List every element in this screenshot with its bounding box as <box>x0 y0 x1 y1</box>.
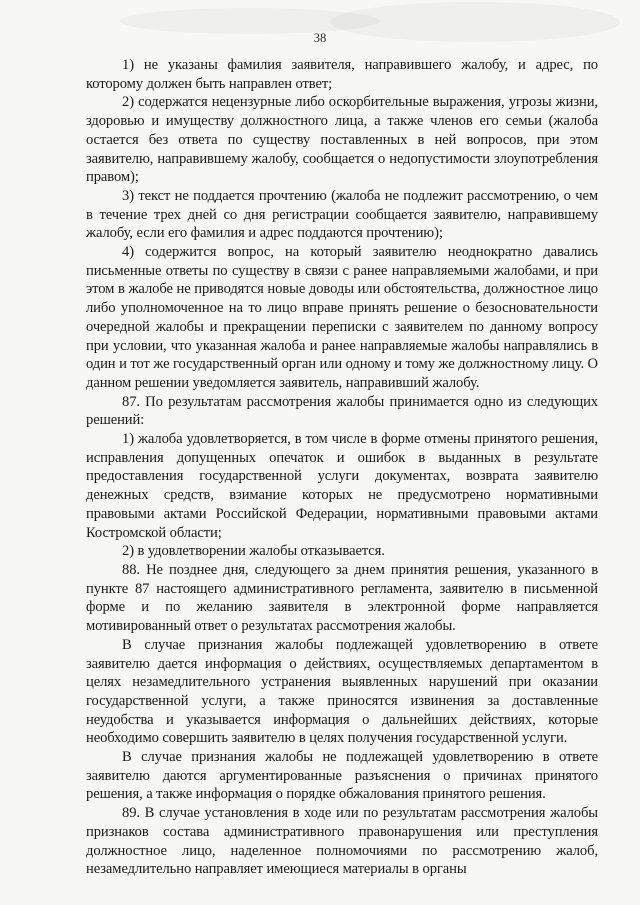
paragraph-item-1: 1) не указаны фамилия заявителя, направившего жалобу, и адрес, по которому должен быть направлен ответ; <box>86 57 598 92</box>
paragraph-item-4: 4) содержится вопрос, на который заявителю неоднократно давались письменные ответы по существу в связи с ранее направляемыми жалобами, и при этом в жалобе не приводятся новые доводы или обстоятельства, должностное лицо либо уполномоченное на то лицо вправе принять решение о безосновательности очередной жалобы и прекращении переписки с заявителем по данному вопросу при условии, что указанная жалоба и ранее направляемые жалобы направлялись в один и тот же государственный орган или одному и тому же должностному лицу. О данном решении уведомляется заявитель, направивший жалобу. <box>86 244 598 391</box>
paragraph-decision-2: 2) в удовлетворении жалобы отказывается. <box>122 543 385 560</box>
paragraph-rejected-case: В случае признания жалобы не подлежащей удовлетворению в ответе заявителю даются аргументированные разъяснения о причинах принятого решения, а также информация о порядке обжалования принятого решения. <box>86 749 598 803</box>
paragraph-satisfied-case: В случае признания жалобы подлежащей удовлетворению в ответе заявителю дается информация о действиях, осуществляемых департаментом в целях незамедлительного устранения выявленных нарушений при оказании государственной услуги, а также приносятся извинения за доставленные неудобства и указывается информация о дальнейших действиях, которые необходимо совершить заявителю в целях получения государственной услуги. <box>86 636 598 747</box>
paragraph-clause-87: 87. По результатам рассмотрения жалобы принимается одно из следующих решений: <box>86 393 598 429</box>
page-number: 38 <box>313 31 327 45</box>
paragraph-item-3: 3) текст не поддается прочтению (жалоба не подлежит рассмотрению, о чем в течение трех дней со дня регистрации сообщается заявителю, направившему жалобу, если его фамилия и адрес поддаются прочтению); <box>86 187 598 242</box>
document-body <box>86 56 598 879</box>
paragraph-decision-1: 1) жалоба удовлетворяется, в том числе в форме отмены принятого решения, исправления допущенных опечаток и ошибок в выданных в результате предоставления государственной услуги документах, возврата заявителю денежных средств, взимание которых не предусмотрено нормативными правовыми актами Российской Федерации, нормативными правовыми актами Костромской области; <box>86 431 598 541</box>
paragraph-item-2: 2) содержатся нецензурные либо оскорбительные выражения, угрозы жизни, здоровью и имуществу должностного лица, а также членов его семьи (жалоба остается без ответа по существу поставленных в ней вопросов, при этом заявителю, направившему жалобу, сообщается о недопустимости злоупотребления правом); <box>86 94 598 186</box>
paragraph-clause-89: 89. В случае установления в ходе или по результатам рассмотрения жалобы признаков состава административного правонарушения или преступления должностное лицо, наделенное полномочиями по рассмотрению жалоб, незамедлительно направляет имеющиеся материалы в органы <box>86 805 598 878</box>
paragraph-clause-88: 88. Не позднее дня, следующего за днем принятия решения, указанного в пункте 87 настоящего административного регламента, заявителю в письменной форме и по желанию заявителя в электронной форме направляется мотивированный ответ о результатах рассмотрения жалобы. <box>86 561 598 635</box>
